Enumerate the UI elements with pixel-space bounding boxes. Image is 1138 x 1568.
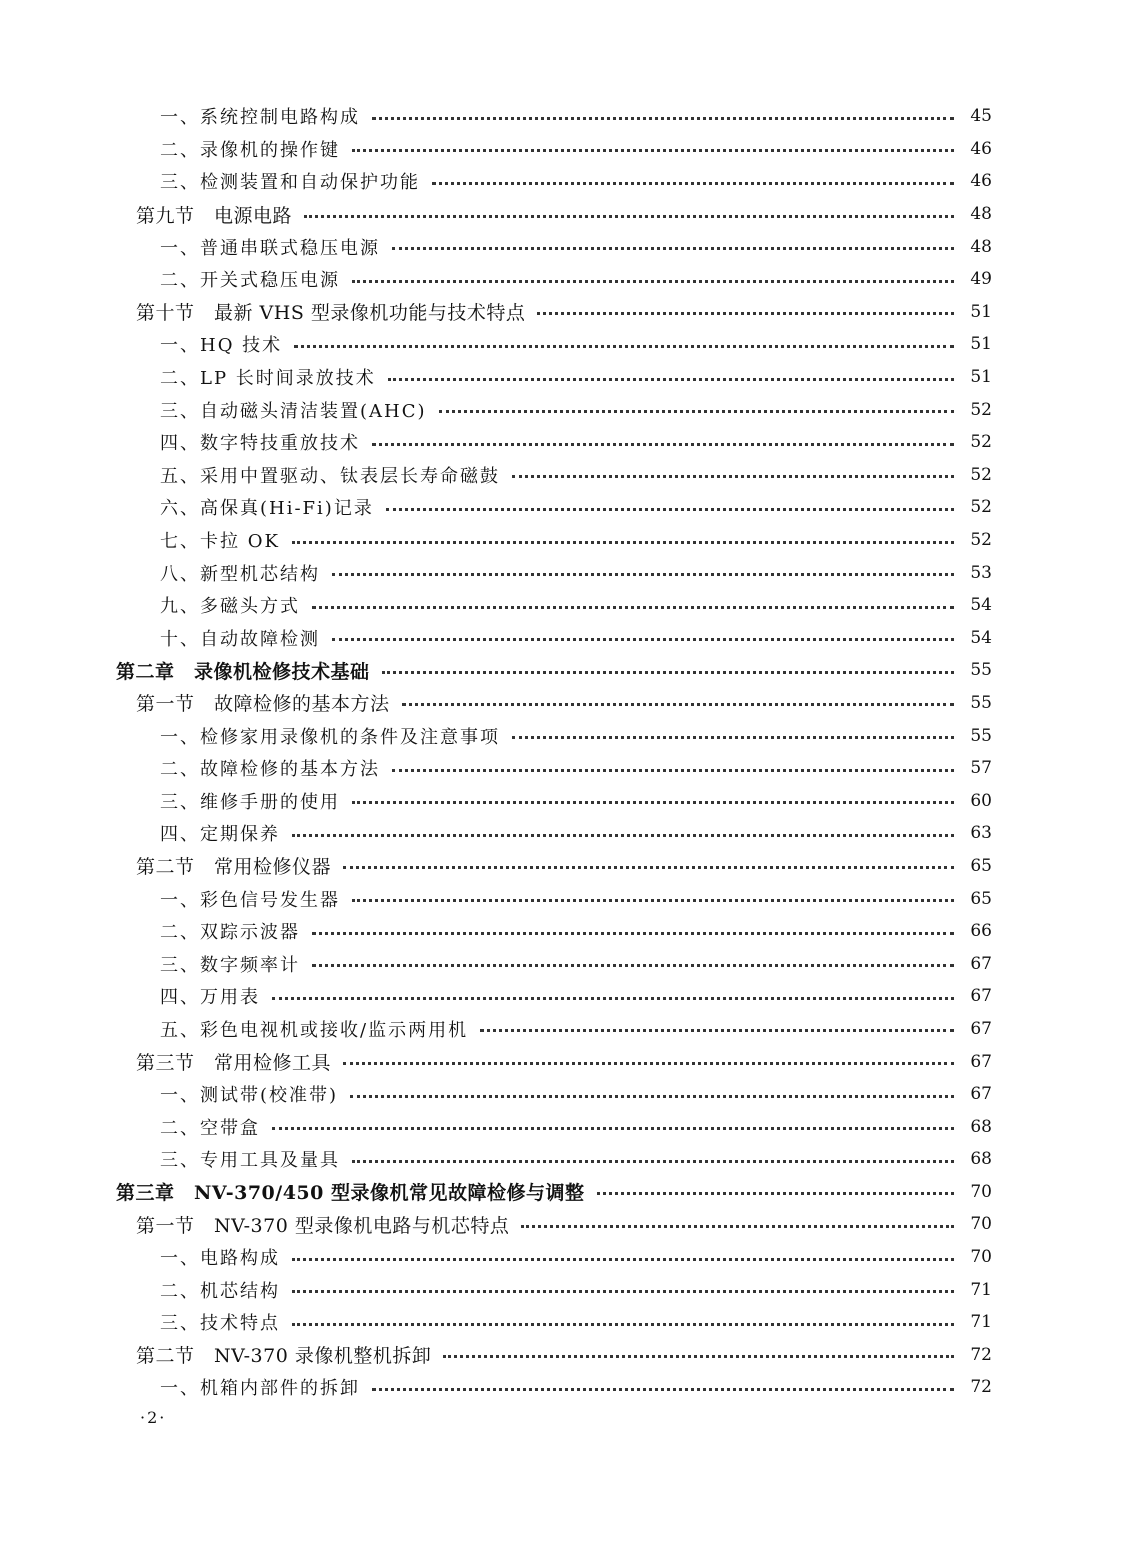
toc-item-row [0, 817, 1138, 850]
toc-entry-page: 68 [970, 1149, 992, 1170]
toc-entry-title: 九、多磁头方式 [160, 596, 300, 618]
toc-entry-title: 四、数字特技重放技术 [160, 433, 360, 455]
dot-leader [350, 1095, 954, 1098]
toc-entry-page: 63 [970, 823, 992, 844]
toc-entry-page: 48 [970, 236, 992, 257]
toc-entry-page: 51 [970, 301, 992, 322]
toc-item-row [0, 947, 1138, 980]
dot-leader [332, 573, 954, 576]
toc-entry-title: 五、彩色电视机或接收/监示两用机 [160, 1019, 469, 1041]
toc-entry-page: 52 [970, 497, 992, 518]
toc-entry-page: 67 [970, 986, 992, 1007]
toc-chapter-row [0, 654, 1138, 687]
toc-item-row [0, 980, 1138, 1013]
toc-entry-page: 46 [970, 138, 992, 159]
dot-leader [382, 671, 954, 674]
dot-leader [512, 736, 954, 739]
toc-entry-title: 二、故障检修的基本方法 [160, 759, 380, 781]
toc-item-row [0, 1306, 1138, 1339]
dot-leader [372, 1388, 954, 1391]
dot-leader [512, 475, 954, 478]
toc-section-row [0, 296, 1138, 329]
toc-item-row [0, 752, 1138, 785]
dot-leader [597, 1192, 955, 1195]
toc-entry-page: 66 [970, 921, 992, 942]
toc-entry-page: 46 [970, 171, 992, 192]
toc-entry-page: 53 [970, 562, 992, 583]
toc-entry-page: 70 [970, 1181, 992, 1202]
toc-entry-page: 51 [970, 367, 992, 388]
toc-entry-title: 二、录像机的操作键 [160, 139, 340, 161]
toc-entry-title: 一、检修家用录像机的条件及注意事项 [160, 726, 500, 748]
toc-entry-page: 52 [970, 432, 992, 453]
toc-entry-page: 60 [970, 790, 992, 811]
toc-entry-title: 二、机芯结构 [160, 1280, 280, 1302]
toc-entry-page: 55 [970, 725, 992, 746]
toc-entry-title: 二、双踪示波器 [160, 922, 300, 944]
dot-leader [272, 997, 954, 1000]
toc-entry-title: 第二节 常用检修仪器 [136, 856, 332, 879]
toc-entry-title: 第一节 故障检修的基本方法 [136, 693, 390, 716]
toc-entry-page: 52 [970, 399, 992, 420]
dot-leader [312, 606, 954, 609]
toc-entry-page: 65 [970, 888, 992, 909]
toc-entry-title: 三、检测装置和自动保护功能 [160, 172, 420, 194]
toc-entry-page: 67 [970, 953, 992, 974]
toc-entry-page: 57 [970, 758, 992, 779]
toc-entry-page: 48 [970, 204, 992, 225]
toc-entry-page: 45 [970, 106, 992, 127]
toc-entry-title: 二、空带盒 [160, 1117, 260, 1139]
toc-section-row [0, 687, 1138, 720]
toc-item-row [0, 589, 1138, 622]
toc-entry-title: 第三节 常用检修工具 [136, 1052, 332, 1075]
page-number: ·2· [140, 1408, 167, 1427]
toc-entry-page: 67 [970, 1051, 992, 1072]
toc-entry-title: 七、卡拉 OK [160, 531, 280, 553]
toc-entry-title: 六、高保真(Hi-Fi)记录 [160, 498, 374, 520]
toc-entry-title: 十、自动故障检测 [160, 628, 320, 650]
toc-item-row [0, 622, 1138, 655]
toc-entry-page: 54 [970, 627, 992, 648]
toc-entry-page: 49 [970, 269, 992, 290]
toc-item-row [0, 882, 1138, 915]
dot-leader [292, 834, 954, 837]
dot-leader [392, 769, 954, 772]
toc-item-row [0, 1273, 1138, 1306]
toc-item-row [0, 1371, 1138, 1404]
toc-entry-title: 三、技术特点 [160, 1313, 280, 1335]
toc-entry-page: 71 [970, 1312, 992, 1333]
toc-item-row [0, 133, 1138, 166]
toc-entry-page: 67 [970, 1018, 992, 1039]
toc-item-row [0, 1110, 1138, 1143]
toc-entry-page: 70 [970, 1247, 992, 1268]
toc-item-row [0, 1078, 1138, 1111]
dot-leader [480, 1029, 954, 1032]
toc-item-row [0, 491, 1138, 524]
dot-leader [292, 541, 954, 544]
toc-section-row [0, 1045, 1138, 1078]
dot-leader [332, 638, 954, 641]
toc-item-row [0, 1241, 1138, 1274]
toc-entry-title: 第十节 最新 VHS 型录像机功能与技术特点 [136, 302, 526, 325]
dot-leader [392, 247, 954, 250]
toc-entry-page: 52 [970, 530, 992, 551]
dot-leader [521, 1225, 954, 1228]
toc-entry-page: 67 [970, 1084, 992, 1105]
toc-item-row [0, 100, 1138, 133]
dot-leader [537, 312, 954, 315]
dot-leader [292, 1290, 954, 1293]
toc-entry-title: 二、开关式稳压电源 [160, 270, 340, 292]
toc-entry-page: 52 [970, 464, 992, 485]
dot-leader [304, 215, 954, 218]
table-of-contents [0, 100, 1138, 1404]
toc-item-row [0, 459, 1138, 492]
toc-entry-page: 51 [970, 334, 992, 355]
dot-leader [372, 117, 954, 120]
toc-entry-title: 一、测试带(校准带) [160, 1085, 339, 1107]
toc-entry-title: 一、机箱内部件的拆卸 [160, 1378, 360, 1400]
dot-leader [343, 1062, 954, 1065]
dot-leader [439, 410, 954, 413]
dot-leader [432, 182, 954, 185]
toc-entry-page: 65 [970, 855, 992, 876]
toc-entry-page: 70 [970, 1214, 992, 1235]
toc-entry-page: 55 [970, 692, 992, 713]
toc-item-row [0, 426, 1138, 459]
toc-entry-title: 三、专用工具及量具 [160, 1150, 340, 1172]
dot-leader [294, 345, 954, 348]
toc-section-row [0, 1339, 1138, 1372]
dot-leader [386, 508, 954, 511]
dot-leader [292, 1258, 954, 1261]
toc-item-row [0, 263, 1138, 296]
toc-entry-title: 第二节 NV-370 录像机整机拆卸 [136, 1345, 432, 1368]
dot-leader [343, 866, 954, 869]
dot-leader [272, 1127, 954, 1130]
toc-entry-title: 八、新型机芯结构 [160, 563, 320, 585]
toc-entry-title: 三、维修手册的使用 [160, 791, 340, 813]
dot-leader [292, 1323, 954, 1326]
toc-section-row [0, 850, 1138, 883]
toc-item-row [0, 1013, 1138, 1046]
toc-item-row [0, 719, 1138, 752]
toc-section-row [0, 1208, 1138, 1241]
toc-section-row [0, 198, 1138, 231]
toc-entry-page: 71 [970, 1279, 992, 1300]
toc-entry-title: 一、电路构成 [160, 1248, 280, 1270]
toc-entry-page: 55 [970, 660, 992, 681]
toc-entry-title: 第二章 录像机检修技术基础 [116, 660, 370, 683]
toc-item-row [0, 784, 1138, 817]
toc-entry-title: 一、普通串联式稳压电源 [160, 237, 380, 259]
toc-entry-page: 72 [970, 1377, 992, 1398]
toc-item-row [0, 328, 1138, 361]
dot-leader [388, 378, 954, 381]
toc-entry-title: 二、LP 长时间录放技术 [160, 368, 376, 390]
dot-leader [443, 1355, 954, 1358]
toc-item-row [0, 165, 1138, 198]
dot-leader [312, 964, 954, 967]
dot-leader [352, 1160, 954, 1163]
toc-entry-title: 三、数字频率计 [160, 954, 300, 976]
toc-entry-title: 第九节 电源电路 [136, 204, 293, 227]
toc-chapter-row [0, 1176, 1138, 1209]
dot-leader [352, 149, 954, 152]
dot-leader [352, 899, 954, 902]
toc-item-row [0, 524, 1138, 557]
toc-entry-title: 五、采用中置驱动、钛表层长寿命磁鼓 [160, 465, 500, 487]
toc-item-row [0, 393, 1138, 426]
dot-leader [352, 801, 954, 804]
toc-entry-title: 一、HQ 技术 [160, 335, 283, 357]
toc-entry-page: 54 [970, 595, 992, 616]
toc-item-row [0, 361, 1138, 394]
toc-entry-title: 四、万用表 [160, 987, 260, 1009]
dot-leader [352, 280, 954, 283]
toc-item-row [0, 1143, 1138, 1176]
toc-item-row [0, 915, 1138, 948]
dot-leader [372, 443, 954, 446]
dot-leader [312, 932, 954, 935]
toc-entry-title: 四、定期保养 [160, 824, 280, 846]
toc-entry-title: 一、彩色信号发生器 [160, 889, 340, 911]
toc-entry-title: 第一节 NV-370 型录像机电路与机芯特点 [136, 1214, 510, 1237]
toc-entry-page: 72 [970, 1344, 992, 1365]
toc-item-row [0, 230, 1138, 263]
toc-entry-page: 68 [970, 1116, 992, 1137]
toc-entry-title: 三、自动磁头清洁装置(AHC) [160, 400, 427, 422]
toc-item-row [0, 556, 1138, 589]
dot-leader [402, 703, 954, 706]
toc-entry-title: 一、系统控制电路构成 [160, 107, 360, 129]
toc-entry-title: 第三章 NV-370/450 型录像机常见故障检修与调整 [116, 1182, 585, 1205]
